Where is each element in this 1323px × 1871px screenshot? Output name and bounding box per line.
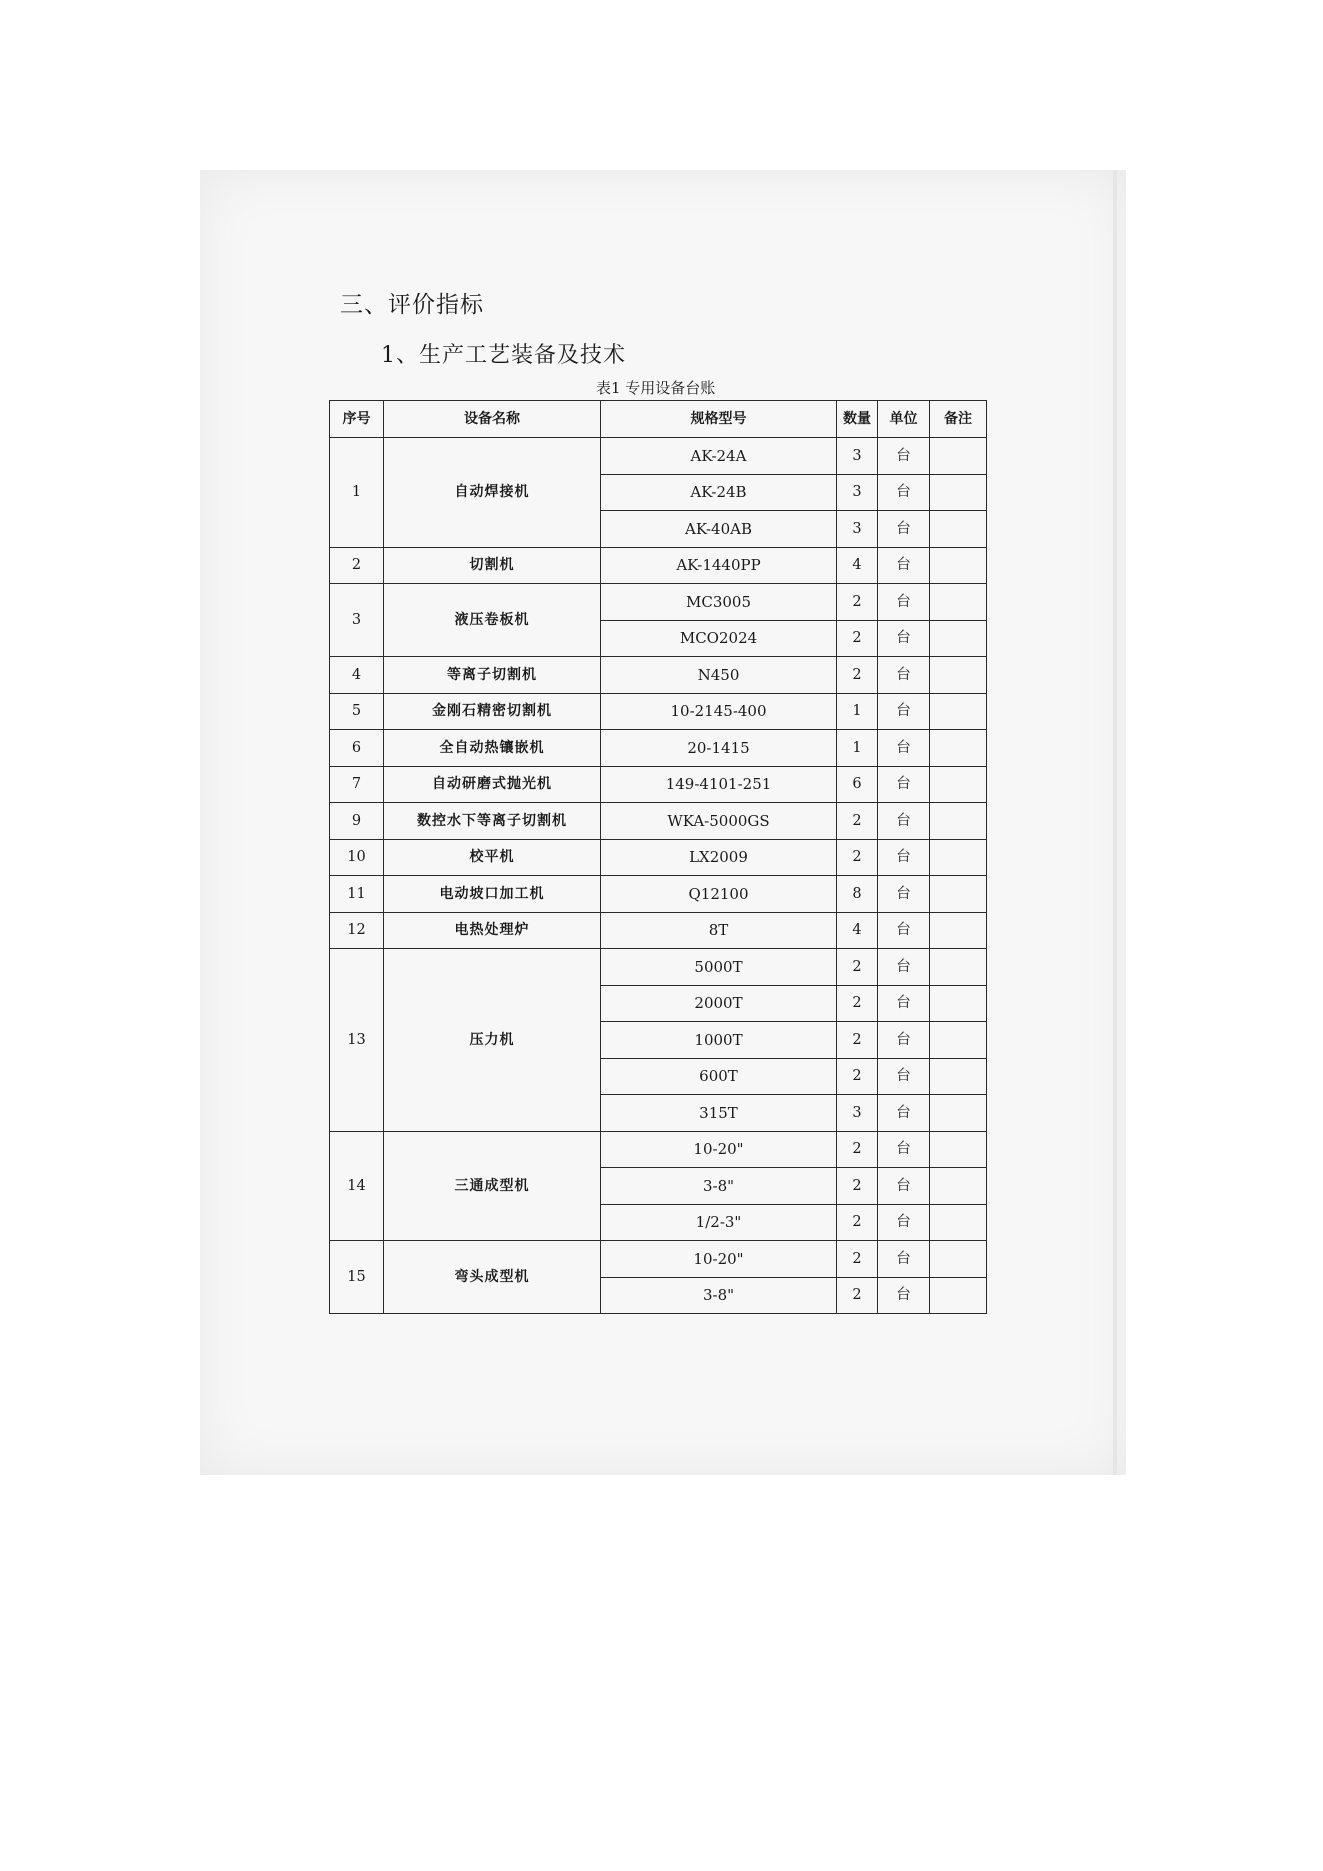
table-body bbox=[330, 438, 987, 1314]
cell-unit: 台 bbox=[878, 693, 930, 730]
cell-equipment-name: 金刚石精密切割机 bbox=[384, 693, 601, 730]
cell-no: 3 bbox=[330, 584, 384, 657]
cell-model: 10-20" bbox=[601, 1241, 837, 1278]
cell-quantity: 2 bbox=[837, 1204, 878, 1241]
cell-equipment-name: 切割机 bbox=[384, 547, 601, 584]
cell-model: LX2009 bbox=[601, 839, 837, 876]
cell-note bbox=[930, 803, 987, 840]
cell-equipment-name: 自动焊接机 bbox=[384, 438, 601, 548]
cell-unit: 台 bbox=[878, 985, 930, 1022]
cell-no: 14 bbox=[330, 1131, 384, 1241]
header-qty: 数量 bbox=[837, 401, 878, 438]
cell-model: 3-8" bbox=[601, 1168, 837, 1205]
cell-model: 20-1415 bbox=[601, 730, 837, 767]
cell-model: 1000T bbox=[601, 1022, 837, 1059]
cell-equipment-name: 自动研磨式抛光机 bbox=[384, 766, 601, 803]
cell-unit: 台 bbox=[878, 438, 930, 475]
table-row bbox=[330, 803, 987, 840]
cell-unit: 台 bbox=[878, 1204, 930, 1241]
cell-quantity: 8 bbox=[837, 876, 878, 913]
cell-equipment-name: 压力机 bbox=[384, 949, 601, 1132]
table-row bbox=[330, 730, 987, 767]
cell-model: 10-20" bbox=[601, 1131, 837, 1168]
cell-quantity: 2 bbox=[837, 1022, 878, 1059]
cell-equipment-name: 弯头成型机 bbox=[384, 1241, 601, 1314]
cell-quantity: 2 bbox=[837, 620, 878, 657]
cell-unit: 台 bbox=[878, 1277, 930, 1314]
cell-note bbox=[930, 876, 987, 913]
header-name: 设备名称 bbox=[384, 401, 601, 438]
cell-quantity: 2 bbox=[837, 584, 878, 621]
cell-model: 315T bbox=[601, 1095, 837, 1132]
cell-note bbox=[930, 620, 987, 657]
table-row bbox=[330, 766, 987, 803]
cell-note bbox=[930, 839, 987, 876]
cell-no: 5 bbox=[330, 693, 384, 730]
cell-quantity: 2 bbox=[837, 1277, 878, 1314]
table-row bbox=[330, 657, 987, 694]
cell-unit: 台 bbox=[878, 912, 930, 949]
cell-model: 10-2145-400 bbox=[601, 693, 837, 730]
cell-quantity: 3 bbox=[837, 1095, 878, 1132]
cell-model: N450 bbox=[601, 657, 837, 694]
table-row bbox=[330, 912, 987, 949]
cell-note bbox=[930, 438, 987, 475]
cell-note bbox=[930, 584, 987, 621]
cell-model: MC3005 bbox=[601, 584, 837, 621]
cell-note bbox=[930, 474, 987, 511]
cell-note bbox=[930, 657, 987, 694]
header-note: 备注 bbox=[930, 401, 987, 438]
cell-unit: 台 bbox=[878, 1131, 930, 1168]
cell-equipment-name: 全自动热镶嵌机 bbox=[384, 730, 601, 767]
cell-no: 1 bbox=[330, 438, 384, 548]
cell-no: 11 bbox=[330, 876, 384, 913]
cell-unit: 台 bbox=[878, 876, 930, 913]
cell-unit: 台 bbox=[878, 803, 930, 840]
cell-note bbox=[930, 912, 987, 949]
cell-unit: 台 bbox=[878, 620, 930, 657]
cell-note bbox=[930, 693, 987, 730]
cell-quantity: 3 bbox=[837, 438, 878, 475]
cell-quantity: 3 bbox=[837, 474, 878, 511]
cell-note bbox=[930, 985, 987, 1022]
cell-no: 6 bbox=[330, 730, 384, 767]
cell-model: AK-40AB bbox=[601, 511, 837, 548]
cell-unit: 台 bbox=[878, 511, 930, 548]
cell-quantity: 4 bbox=[837, 912, 878, 949]
subsection-heading: 1、生产工艺装备及技术 bbox=[381, 343, 626, 368]
table-row bbox=[330, 438, 987, 475]
cell-unit: 台 bbox=[878, 657, 930, 694]
cell-no: 10 bbox=[330, 839, 384, 876]
table-caption: 表1 专用设备台账 bbox=[596, 379, 716, 397]
cell-equipment-name: 电动坡口加工机 bbox=[384, 876, 601, 913]
cell-note bbox=[930, 1241, 987, 1278]
cell-note bbox=[930, 949, 987, 986]
cell-unit: 台 bbox=[878, 1022, 930, 1059]
cell-unit: 台 bbox=[878, 474, 930, 511]
cell-unit: 台 bbox=[878, 949, 930, 986]
cell-quantity: 2 bbox=[837, 803, 878, 840]
cell-unit: 台 bbox=[878, 1241, 930, 1278]
cell-model: AK-1440PP bbox=[601, 547, 837, 584]
cell-no: 9 bbox=[330, 803, 384, 840]
cell-model: 1/2-3" bbox=[601, 1204, 837, 1241]
cell-unit: 台 bbox=[878, 584, 930, 621]
cell-unit: 台 bbox=[878, 1058, 930, 1095]
table-row bbox=[330, 584, 987, 621]
table-row bbox=[330, 547, 987, 584]
cell-note bbox=[930, 1204, 987, 1241]
cell-no: 12 bbox=[330, 912, 384, 949]
cell-no: 7 bbox=[330, 766, 384, 803]
table-row bbox=[330, 876, 987, 913]
cell-model: AK-24B bbox=[601, 474, 837, 511]
cell-no: 13 bbox=[330, 949, 384, 1132]
cell-quantity: 2 bbox=[837, 839, 878, 876]
header-unit: 单位 bbox=[878, 401, 930, 438]
cell-unit: 台 bbox=[878, 839, 930, 876]
cell-quantity: 2 bbox=[837, 949, 878, 986]
section-heading: 三、评价指标 bbox=[340, 292, 484, 318]
cell-unit: 台 bbox=[878, 1168, 930, 1205]
cell-no: 2 bbox=[330, 547, 384, 584]
cell-model: 600T bbox=[601, 1058, 837, 1095]
cell-model: 149-4101-251 bbox=[601, 766, 837, 803]
cell-note bbox=[930, 1168, 987, 1205]
cell-quantity: 2 bbox=[837, 1168, 878, 1205]
cell-model: 5000T bbox=[601, 949, 837, 986]
cell-quantity: 2 bbox=[837, 1241, 878, 1278]
cell-quantity: 2 bbox=[837, 1131, 878, 1168]
cell-note bbox=[930, 730, 987, 767]
cell-model: 2000T bbox=[601, 985, 837, 1022]
table-row bbox=[330, 949, 987, 986]
cell-quantity: 1 bbox=[837, 730, 878, 767]
cell-quantity: 2 bbox=[837, 1058, 878, 1095]
cell-note bbox=[930, 511, 987, 548]
cell-model: WKA-5000GS bbox=[601, 803, 837, 840]
table-row bbox=[330, 1241, 987, 1278]
cell-model: MCO2024 bbox=[601, 620, 837, 657]
cell-note bbox=[930, 1095, 987, 1132]
cell-quantity: 4 bbox=[837, 547, 878, 584]
cell-model: 3-8" bbox=[601, 1277, 837, 1314]
cell-equipment-name: 校平机 bbox=[384, 839, 601, 876]
cell-quantity: 3 bbox=[837, 511, 878, 548]
cell-note bbox=[930, 1131, 987, 1168]
cell-quantity: 2 bbox=[837, 657, 878, 694]
cell-equipment-name: 数控水下等离子切割机 bbox=[384, 803, 601, 840]
table-row bbox=[330, 1131, 987, 1168]
cell-model: Q12100 bbox=[601, 876, 837, 913]
cell-unit: 台 bbox=[878, 766, 930, 803]
cell-no: 4 bbox=[330, 657, 384, 694]
cell-unit: 台 bbox=[878, 547, 930, 584]
scan-edge bbox=[1113, 170, 1117, 1475]
cell-equipment-name: 等离子切割机 bbox=[384, 657, 601, 694]
table-header-row bbox=[330, 401, 987, 438]
cell-note bbox=[930, 1022, 987, 1059]
header-model: 规格型号 bbox=[601, 401, 837, 438]
cell-no: 15 bbox=[330, 1241, 384, 1314]
cell-model: AK-24A bbox=[601, 438, 837, 475]
header-no: 序号 bbox=[330, 401, 384, 438]
cell-equipment-name: 液压卷板机 bbox=[384, 584, 601, 657]
cell-note bbox=[930, 547, 987, 584]
cell-equipment-name: 三通成型机 bbox=[384, 1131, 601, 1241]
cell-unit: 台 bbox=[878, 1095, 930, 1132]
table-row bbox=[330, 839, 987, 876]
cell-equipment-name: 电热处理炉 bbox=[384, 912, 601, 949]
cell-model: 8T bbox=[601, 912, 837, 949]
cell-note bbox=[930, 1058, 987, 1095]
cell-unit: 台 bbox=[878, 730, 930, 767]
equipment-ledger-table bbox=[329, 400, 987, 1314]
cell-quantity: 2 bbox=[837, 985, 878, 1022]
cell-note bbox=[930, 1277, 987, 1314]
cell-quantity: 6 bbox=[837, 766, 878, 803]
cell-note bbox=[930, 766, 987, 803]
table-row bbox=[330, 693, 987, 730]
cell-quantity: 1 bbox=[837, 693, 878, 730]
